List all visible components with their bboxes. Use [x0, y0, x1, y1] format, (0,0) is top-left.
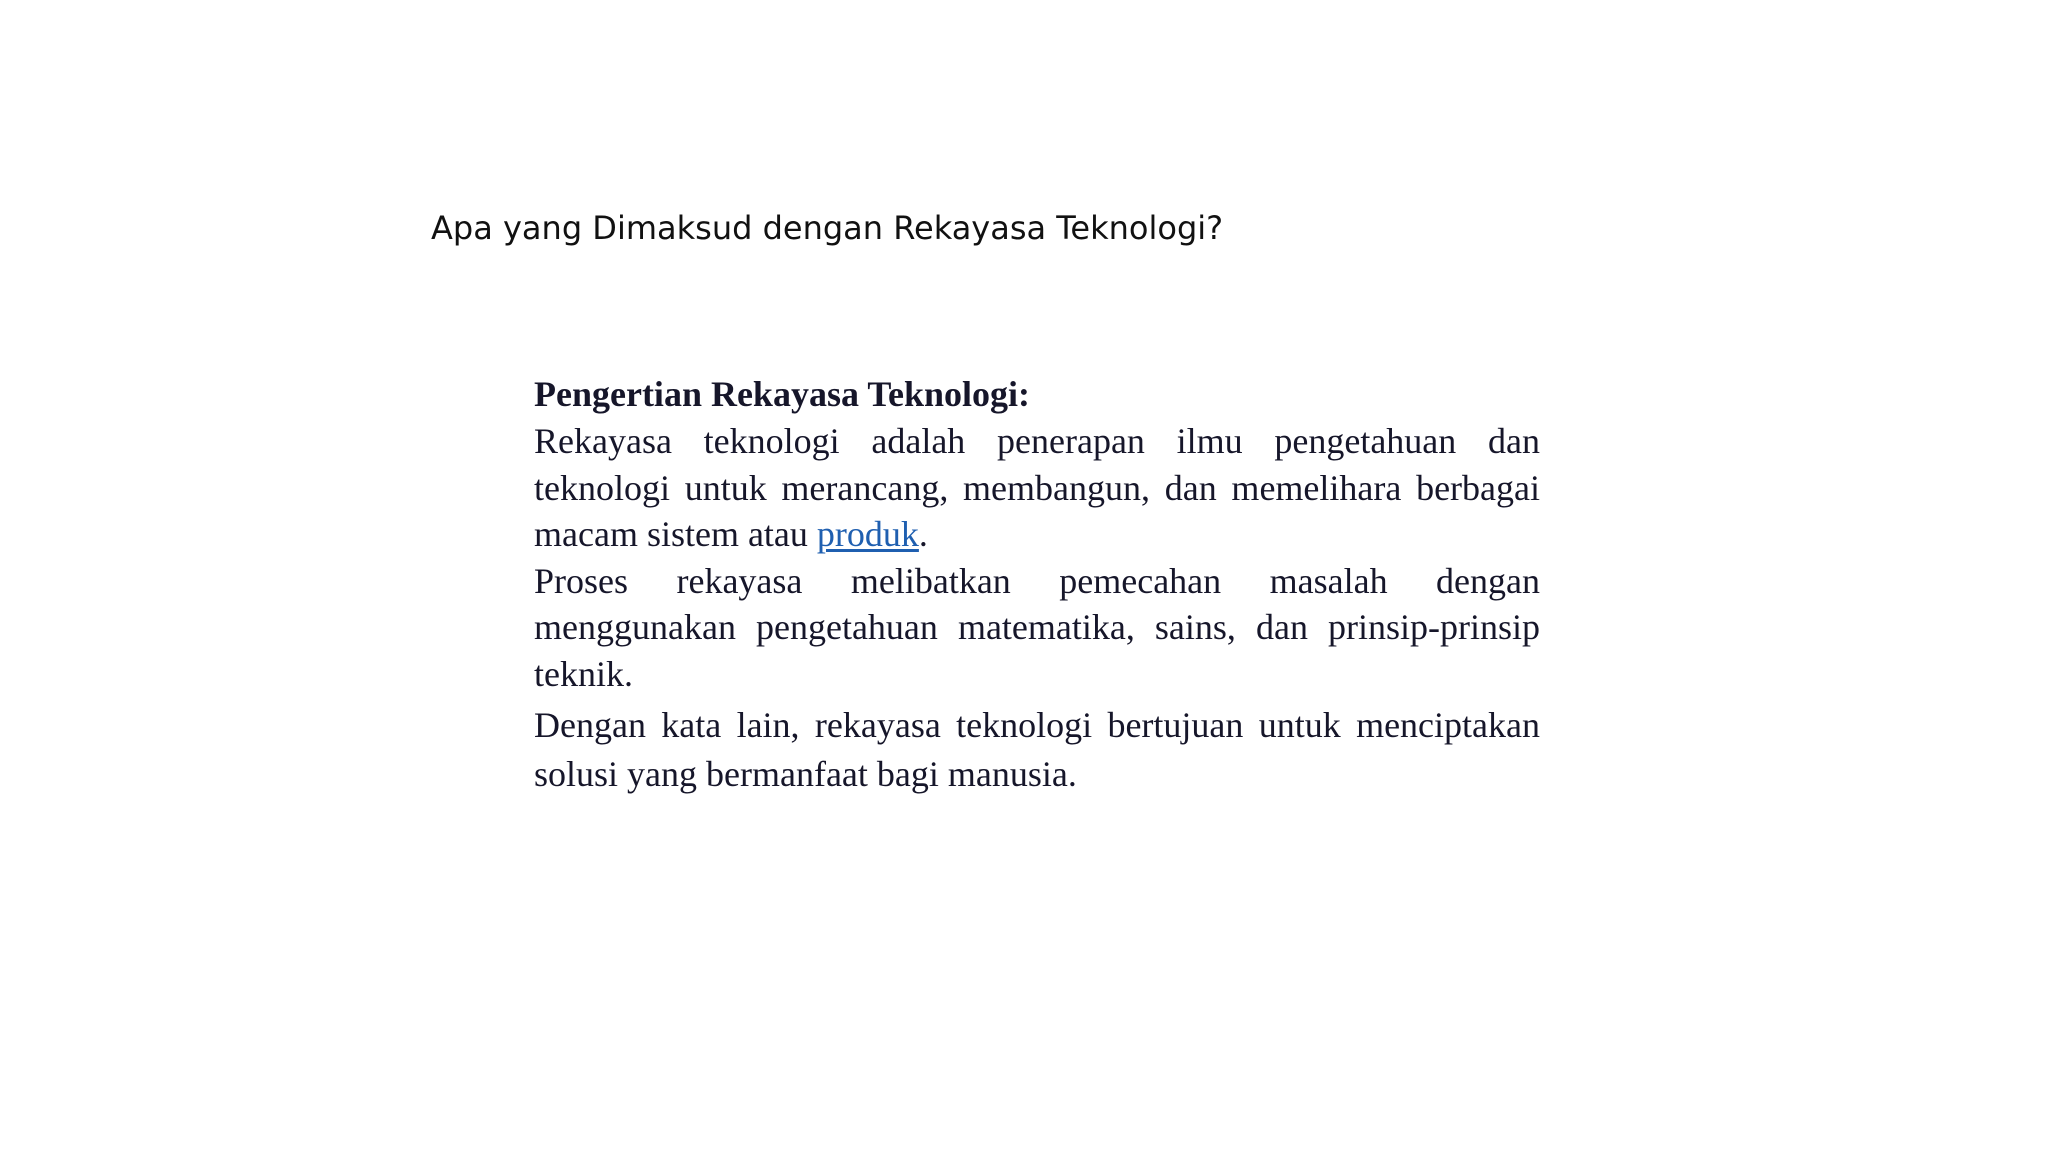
paragraph-purpose: Dengan kata lain, rekayasa teknologi bertujuan untuk menciptakan solusi yang bermanfaat bagi manusia.: [534, 705, 1540, 794]
paragraph-definition: [534, 418, 1540, 558]
slide-title: Apa yang Dimaksud dengan Rekayasa Teknologi?: [431, 209, 1224, 247]
produk-link[interactable]: produk: [816, 514, 919, 554]
paragraph-process: Proses rekayasa melibatkan pemecahan masalah dengan menggunakan pengetahuan matematika, sains, dan prinsip-prinsip teknik.: [534, 560, 1540, 694]
content-block: [534, 370, 1540, 799]
paragraph-definition-text: Rekayasa teknologi adalah penerapan ilmu pengetahuan dan teknologi untuk merancang, membangun, dan memelihara berbagai macam sistem atau: [534, 421, 1540, 554]
paragraph-definition-period: .: [918, 514, 928, 554]
content-heading: Pengertian Rekayasa Teknologi:: [534, 374, 1031, 414]
